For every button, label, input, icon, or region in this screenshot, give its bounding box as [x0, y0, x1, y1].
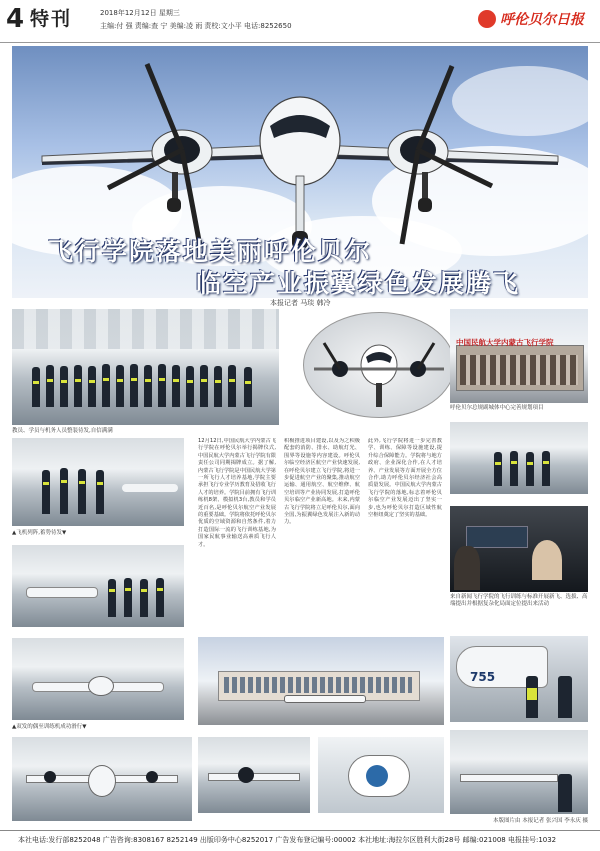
aircraft-registration-photo — [450, 636, 588, 722]
airport-building-photo — [198, 637, 444, 725]
campus-caption: 呼伦贝尔总规副城体中心完善规划项目 — [450, 405, 544, 411]
hangar-crew-photo — [12, 545, 184, 627]
photo-credit: 本版图片由 本报记者 张兴国 李永庆 摄 — [493, 818, 588, 824]
campus-sign: 中国民航大学内蒙古飞行学院 — [456, 338, 554, 347]
plane-taxi-photo — [12, 638, 184, 720]
footer-text: 本社电话:发行部8252048 广告咨询:8308167 8252149 出版印务中心8252017 广告发布登记编号:00002 本社地址:海拉尔区胜利大街28号 邮编:021008 电报挂号:1032 — [18, 836, 557, 844]
plane-wing-photo — [198, 737, 310, 813]
plane-arrive-caption: ▲飞机列阵,蓄势待发▼ — [12, 530, 67, 536]
article-column-2: 积极推进项目建设,以及为之积极配套的消防、排水、助航灯光、围界等设施等内容建设。呼伦贝尔临空经济区航空产业快速发展,在呼伦贝尔建立飞行学院,将进一步促进航空产业的聚集,推动航空运输、通用航空、航空维修、航空培训等产业协同发展,打造呼伦贝尔临空产业新高地。未来,内蒙古飞行学院将立足呼伦贝尔,面向全国,为振翼绿色发展注入新的动力。 — [284, 438, 360, 526]
cockpit-caption: 来自新闻飞行学院的飞行训练与标准开展新飞、选拔、高端提出并根据复杂化局面定位提出来活动 — [450, 594, 588, 607]
page-footer — [0, 830, 600, 851]
group-photo — [12, 309, 279, 425]
staff-line: 主编:付 强 责编:查 宁 美编:凌 雨 责校:文小平 电话:8252650 — [100, 22, 292, 30]
plane-closeup-photo — [303, 312, 455, 418]
article-column-3: 此外,飞行学院将进一步完善教学、训练、保障等设施建设,提升综合保障能力。学院将与地方政府、企业深化合作,在人才培养、产业发展等方面开展全方位合作,助力呼伦贝尔经济社会高质量发展。中国民航大学内蒙古飞行学院的落地,标志着呼伦贝尔临空产业发展迈出了坚实一步,也为呼伦贝尔打造区域性航空枢纽奠定了坚实的基础。 — [368, 438, 442, 519]
logo-text: 呼伦贝尔日报 — [500, 12, 584, 28]
trainees-photo — [450, 422, 588, 494]
section-title: 特刊 — [30, 8, 73, 30]
headline-line-2: 临空产业振翼绿色发展腾飞 — [196, 269, 521, 298]
group-photo-caption: 教员、学员与机务人员整装待发,自信满满 — [12, 428, 113, 434]
newspaper-logo — [478, 8, 598, 30]
campus-photo — [450, 309, 588, 403]
page-number: 4 — [6, 4, 25, 34]
cockpit-photo — [450, 506, 588, 592]
byline: 本报记者 马琰 韩冷 — [270, 299, 331, 307]
headline-line-1: 飞行学院落地美丽呼伦贝尔 — [48, 237, 373, 266]
logo-icon — [478, 10, 496, 28]
aircraft-registration: 755 — [470, 670, 496, 684]
dateline: 2018年12月12日 星期三 — [100, 9, 180, 17]
plane-front-photo — [12, 737, 192, 821]
plane-rollout-photo — [450, 730, 588, 814]
crew-photo — [12, 438, 184, 526]
article-column-1: 12月12日,中国民航大学内蒙古飞行学院在呼伦贝尔举行揭牌仪式,中国民航大学内蒙古飞行学院有限责任公司同期揭牌成立。据了解,内蒙古飞行学院是中国民航大学第一所飞行人才培养基地,学院主要承担飞行专业学历教育及招收飞行人才的培养。学院目前拥有飞行训练机8架、模拟机3台,教员和学员近百名,是呼伦贝尔航空产业发展的重要基础。学院将依托呼伦贝尔优质的空域资源和自然条件,着力打造国际一流的飞行训练基地,为国家民航事业输送高素质飞行人才。 — [198, 438, 276, 548]
hangar-caption: ▲双发的偶至训练机成功滑行▼ — [12, 724, 87, 730]
plane-tail-photo — [318, 737, 444, 813]
page-header — [0, 0, 600, 43]
